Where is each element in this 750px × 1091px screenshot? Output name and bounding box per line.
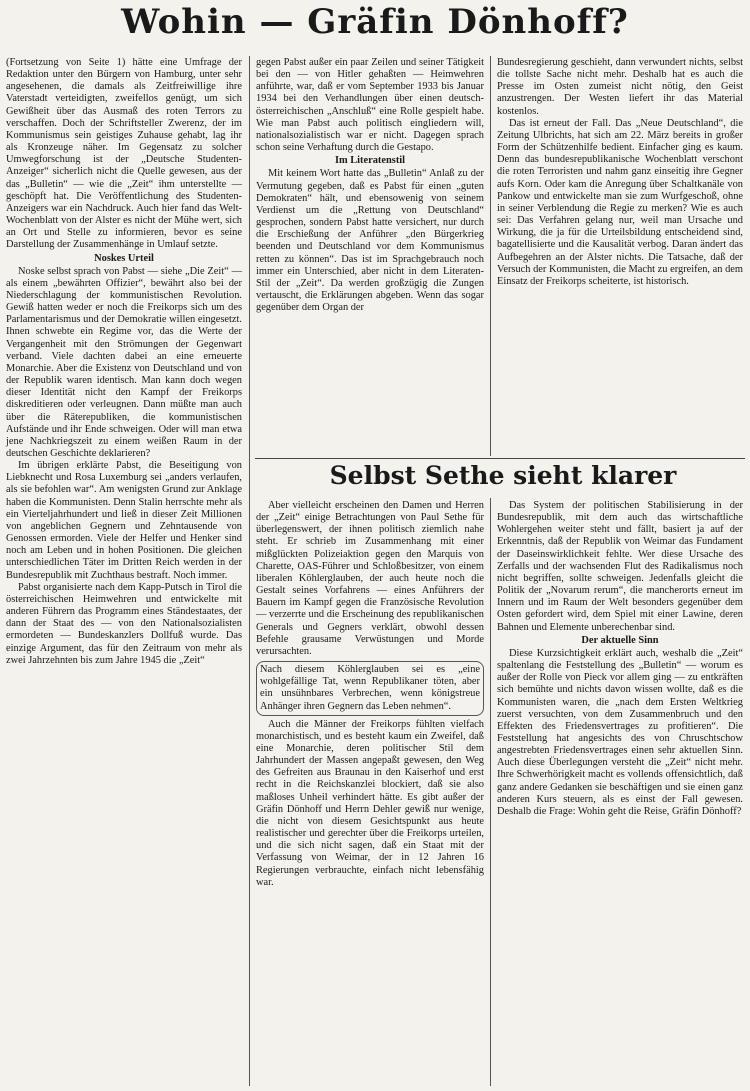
col3b-paragraph-1: Das System der politischen Stabilisierung in der Bundesrepublik, mit dem auch das wirtschaftliche Wohlergehen weiter steht und fällt, basiert ja auf der Erkenntnis, daß der Republik von Weimar das Fundament der Daseinswirklichkeit fehlte. Wer diese Ursache des Zerfalls und der wachsenden Flut des Radikalismus noch nicht begriffen, sollte schweigen. Jedenfalls gleicht die Politik der „Novarum rerum“, die mancherorts erneut im Innern und im Raum der Welt besonders gegenüber dem Osten gefordert wird, dem Spiel mit einer Lawine, deren Bahnen und Elemente unberechenbar sind. xyxy=(497,500,743,633)
col3b-paragraph-2: Diese Kurzsichtigkeit erklärt auch, weshalb die „Zeit“ spaltenlang die Feststellung des „Bulletin“ — worum es außer der Rolle von Pieck vor allem ging — zu entkräften sich bemühte und nichts davon wissen wollte, daß es die Kommunisten waren, die „nach dem Ersten Weltkrieg zuerst versuchten, von dem Zusammenbruch und den Effekten des Friedensvertrages zu profitieren“. Die Feststellung hat angesichts des von Chruschtschow angestrebten Friedensvertrages einen sehr aktuellen Sinn. Auch diese Überlegungen versteht die „Zeit“ nicht mehr. Ihre Schwerhörigkeit macht es vollends offensichtlich, daß ganz andere Gedanken sie beschäftigen und sie einen ganz anderen Kurs steuern, als es einst der Fall gewesen. Deshalb die Frage: Wohin geht die Reise, Gräfin Dönhoff? xyxy=(497,647,743,817)
column-divider-1 xyxy=(249,56,250,1086)
headline: Wohin — Gräfin Dönhoff? xyxy=(121,2,629,42)
quote-text: Nach diesem Köhlerglauben sei es „eine wohlgefällige Tat, wenn Republikaner töten, aber ein unsühnbares Verbrechen, wenn königstreue Anhänger ihren Gegnern das Leben nehmen“. xyxy=(260,664,480,712)
col2-paragraph-1: gegen Pabst außer ein paar Zeilen und seiner Tätigkeit bei den — von Hitler gehaßten — Heimwehren anführte, war, daß er vom September 1933 bis Januar 1934 bei den Verhandlungen über einen deutsch-österreichischen „Anschluß“ eine Rolle gespielt habe. Wie man Pabst auch politisch eingliedern will, nationalsozialistisch war er nicht. Dagegen sprach schon seine Verhaftung durch die Gestapo. xyxy=(256,57,484,154)
column-2-bottom xyxy=(256,500,484,1086)
col3-paragraph-1: Bundesregierung geschieht, dann verwundert nichts, selbst die tollste Sache nicht mehr. Deshalb hat es auch die Presse im Osten zumeist nicht nötig, den Geist anzustrengen. Der Westen liefert ihr das Material kostenlos. xyxy=(497,57,743,117)
secondary-headline: Selbst Sethe sieht klarer xyxy=(329,461,677,490)
column-3-bottom xyxy=(497,500,743,1086)
subheading-noskes-urteil: Noskes Urteil xyxy=(94,252,154,264)
column-3-top xyxy=(497,57,743,455)
column-divider-2-bottom xyxy=(490,498,491,1086)
column-1 xyxy=(6,57,242,1085)
quote-box xyxy=(256,661,484,716)
col2b-paragraph-2: Auch die Männer der Freikorps fühlten vielfach monarchistisch, und es besteht kaum ein Zweifel, daß eine Monarchie, deren politischer Stil dem Jahrhundert der Massen angepaßt gewesen, den Weg des Gefreiten aus Braunau in den Kaiserhof und erst recht in die Reichskanzlei blockiert, daß sie also maßloses Unheil verhindert hätte. Es gibt außer der Gräfin Dönhoff und Herrn Dehler gewiß nur wenige, die nicht von diesem Gesichtspunkt aus heute realistischer und gerechter über die Freikorps urteilen, und die sich nicht sagen, daß ein Staat mit der Verfassung von Weimar, der in 12 Jahren 16 Regierungen verbrauchte, einfach nicht lebensfähig war. xyxy=(256,718,484,888)
col1-paragraph-3: Im übrigen erklärte Pabst, die Beseitigung von Liebknecht und Rosa Luxemburg sei „anders verlaufen, als sie befohlen war“. Am wenigsten Grund zur Anklage haben die Kommunisten. Denn Stalin herrschte mehr als ein Vierteljahrhundert und ließ in dieser Zeit Millionen von angeblichen Gegnern und Zehntausende von Genossen ermorden. Viele der Helfer und Henker sind noch am Leben und in hohen Positionen. Die gleichen unterschiedlichen Täter im Dritten Reich werden in der Bundesrepublik mit Zuchthaus bestraft. Noch immer. xyxy=(6,460,242,581)
col1-paragraph-1: (Fortsetzung von Seite 1) hätte eine Umfrage der Redaktion unter den Bürgern von Hamburg, unter sehr angesehenen, die damals als Zeitfreiwillige ihre Vaterstadt verteidigten, zweifellos genügt, um sich Gewißheit über das Ausmaß des roten Terrors zu verschaffen. Doch der Schriftsteller Zwerenz, der im Kommunismus sein geistiges Zuhause gehabt, lag ihr als Kronzeuge näher. Im Gegensatz zu solcher Umwegforschung ist der „Deutsche Studenten-Anzeiger“ sicherlich nicht die Quelle gewesen, aus der das „Bulletin“ — wie die „Zeit“ ihm unterstellte — geschöpft hat. Die Veröffentlichung des Studenten-Anzeigers war ein Nachdruck. Auch hier fand das Welt-Wochenblatt von der Alster es nicht der Mühe wert, sich an Ort und Stelle zu informieren, bevor es seine Darstellung der Zusammenhänge in Umlauf setzte. xyxy=(6,57,242,251)
col1-paragraph-2: Noske selbst sprach von Pabst — siehe „Die Zeit“ — als einem „bewährten Offizier“, bewährt also bei der Niederschlagung der kommunistischen Revolution. Gewiß hatten weder er noch die Freikorps sich um des Parlamentarismus und der Demokratie willen eingesetzt. Ihnen schwebte ein Regime vor, das die Werte der Vergangenheit mit den Strömungen der Gegenwart verband. Viele dachten dabei an eine erneuerte Monarchie. Aber die Existenz von Deutschland und von der Republik waren identisch. Man kann doch wegen dieser Identität nicht den Kampf der Freikorps diskreditieren oder verleugnen. Dann müßte man auch über die Räterepubliken, die kommunistischen Aufstände und ihr Ende schweigen. Oder will man etwa jene Nachkriegszeit zu einem weißen Raum in der deutschen Geschichte deklarieren? xyxy=(6,265,242,459)
col2b-paragraph-1: Aber vielleicht erscheinen den Damen und Herren der „Zeit“ einige Betrachtungen von Paul Sethe für überlegenswert, der ihnen politisch ziemlich nahe steht. Er schrieb im Zusammenhang mit einer mißglückten Polizeiaktion gegen den Marquis von Charette, OAS-Führer und Schloßbesitzer, von einem liberalen Köhlerglauben, der auch heute noch die Gestalt seines Vorfahrens — eines Anführers der Bauern im Kampf gegen die Französische Revolution — verzerrte und die Erscheinung des republikanischen Generals und Gegners verklärt, obwohl dessen Befehle grausame Verwüstungen und Morde verursachten. xyxy=(256,500,484,657)
subheading-der-aktuelle-sinn: Der aktuelle Sinn xyxy=(581,634,659,646)
column-2-top xyxy=(256,57,484,455)
col3-paragraph-2: Das ist erneut der Fall. Das „Neue Deutschland“, die Zeitung Ulbrichts, hat sich am 22. März bereits in großer Form der Schützenhilfe bedient. Einfacher ging es kaum. Denn das bundesrepublikanische Wochenblatt verschont die roten Terroristen und nahm ganz einseitig ihre Gegner aufs Korn. Oder kam die Anregung über Schaltkanäle von Pankow und entwickelte man sie zum Wurfgeschoß, ohne in seiner Verblendung die Regie zu merken? Wie es auch sei: Das Verfahren gelang nur, weil man Ursache und Wirkung, die ja für die Urteilsbildung entscheidend sind, bagatellisierte und die Kausalität verbog. Daran ändert das Aufbegehren an der Alster nichts. Die Tatsache, daß der Versuch der Kommunisten, die Macht zu ergreifen, an dem Einsatz der Freikorps scheiterte, ist historisch. xyxy=(497,117,743,287)
section-divider xyxy=(255,458,745,459)
col2-paragraph-2: Mit keinem Wort hatte das „Bulletin“ Anlaß zu der Vermutung gegeben, daß es Pabst für einen „guten Demokraten“ hält, und ebensowenig von seinem Verdienst um die „Rettung von Deutschland“ gesprochen, sondern Pabst hatte versichert, nur durch die Erschießung der Anführer „den Bürgerkrieg beenden und Deutschland vor dem Kommunismus retten zu können“. Das ist im Sprachgebrauch noch immer ein Unterschied, aber nicht in dem Literaten-Stil der „Zeit“. Da werden großzügig die Zungen vertauscht, die Erklärungen abgeben. Wenn das sogar gegenüber dem Organ der xyxy=(256,168,484,314)
subheading-im-literatenstil: Im Literatenstil xyxy=(334,155,406,167)
column-divider-2-top xyxy=(490,56,491,456)
col1-paragraph-4: Pabst organisierte nach dem Kapp-Putsch in Tirol die österreichischen Heimwehren und entwickelte mit anderen Führern das Programm eines Ständestaates, der dann der Staat des — von den Nationalsozialisten ermordeten — Bundeskanzlers Dollfuß wurde. Das einzige Argument, das für den Zeitraum von mehr als zwei Jahrzehnten bis zum Jahre 1945 die „Zeit“ xyxy=(6,581,242,666)
